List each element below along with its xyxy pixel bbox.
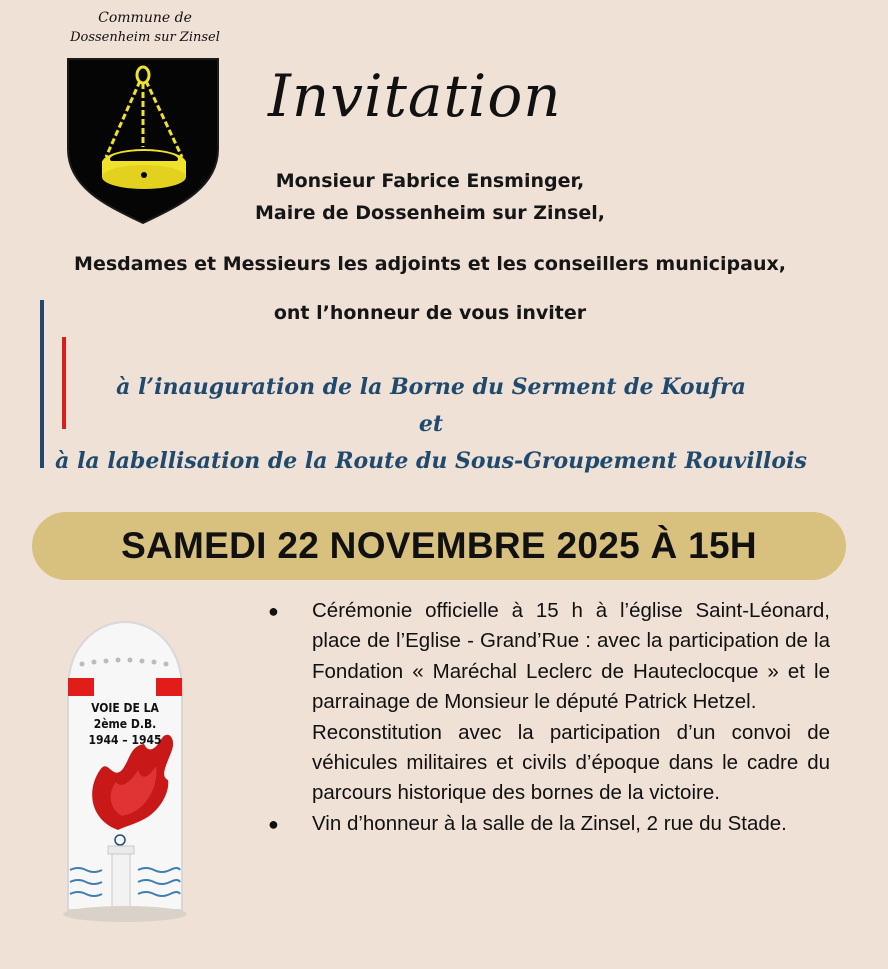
event-line-2: et — [418, 411, 444, 437]
host-name: Monsieur Fabrice Ensminger, — [275, 170, 585, 192]
list-item — [268, 809, 830, 839]
program-list — [268, 596, 830, 839]
reenactment-text: Reconstitution avec la participation d’un convoi de véhicules militaires et civils d’époque dans le cadre du parcours historique des bornes de la victoire. — [312, 720, 830, 805]
milestone-illustration — [50, 620, 200, 925]
milestone-line1: VOIE DE LA — [91, 701, 159, 715]
event-line-1: à l’inauguration de la Borne du Serment de Koufra — [116, 374, 746, 400]
commune-name — [40, 8, 250, 48]
page-title: Invitation — [268, 62, 562, 130]
host-title: Maire de Dossenheim sur Zinsel, — [255, 202, 605, 224]
bullet-icon: ● — [268, 601, 279, 621]
event-line-3: à la labellisation de la Route du Sous-Groupement Rouvillois — [55, 448, 807, 474]
milestone-line2: 2ème D.B. — [93, 717, 157, 731]
ceremony-text: Cérémonie officielle à 15 h à l’église Saint-Léonard, place de l’Eglise - Grand’Rue : avec la participation de la Fondation « Maréchal Leclerc de Hauteclocque » et le parrainage de Monsieur le député Patrick Hetzel. — [312, 599, 830, 714]
date-banner: SAMEDI 22 NOVEMBRE 2025 À 15H — [121, 525, 757, 566]
list-item — [268, 596, 830, 809]
milestone-line3: 1944 – 1945 — [88, 733, 162, 747]
commune-line2: Dossenheim sur Zinsel — [70, 30, 220, 45]
reception-text: Vin d’honneur à la salle de la Zinsel, 2 rue du Stade. — [312, 811, 787, 835]
commune-line1: Commune de — [98, 10, 192, 26]
bullet-icon: ● — [268, 813, 279, 834]
invite-line: ont l’honneur de vous inviter — [273, 302, 587, 324]
coat-of-arms-icon — [66, 57, 220, 225]
council-line: Mesdames et Messieurs les adjoints et les conseillers municipaux, — [74, 253, 786, 275]
milestone-inscription — [68, 700, 182, 748]
